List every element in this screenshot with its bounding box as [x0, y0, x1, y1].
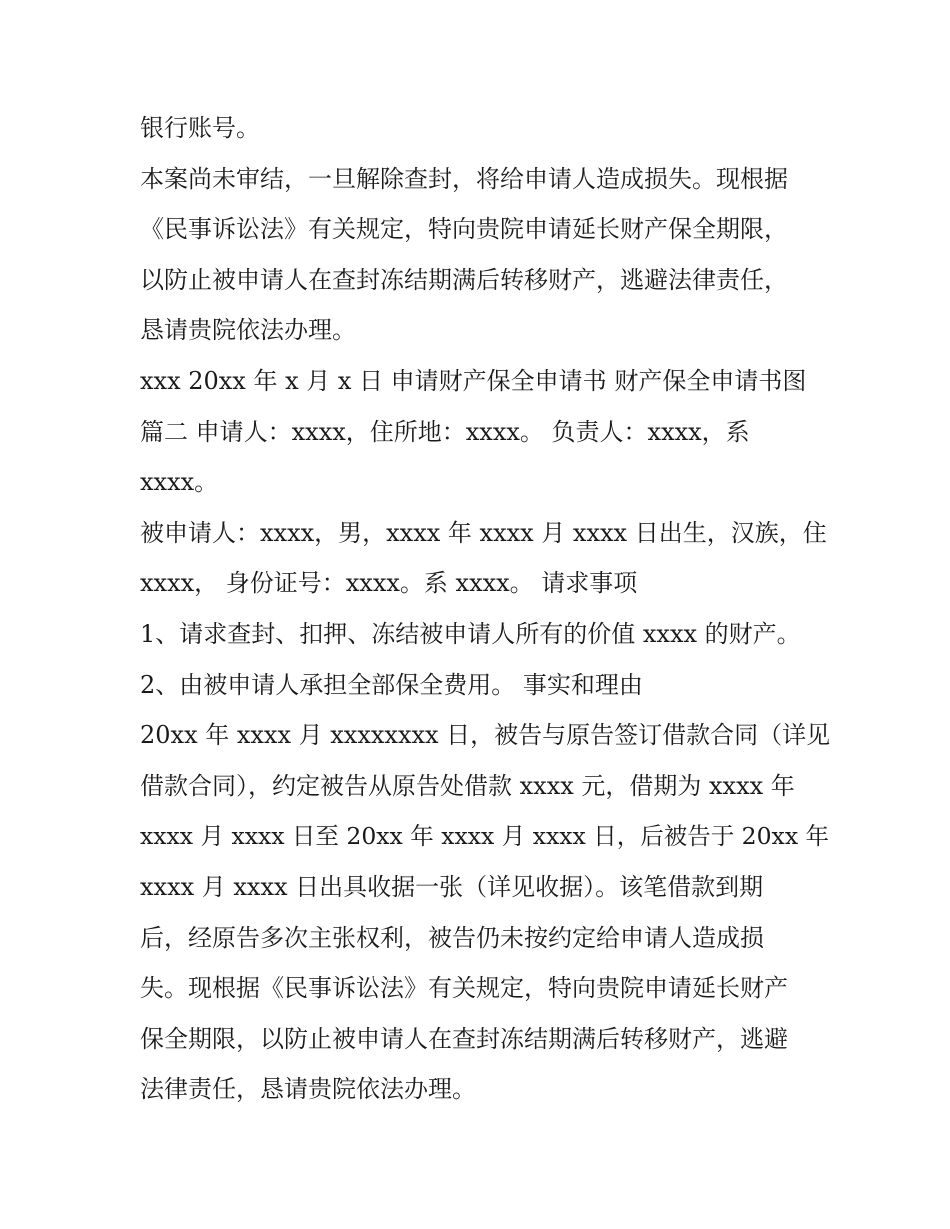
text-line: 恳请贵院依法办理。 [140, 316, 356, 345]
text-line: 1、请求查封、扣押、冻结被申请人所有的价值 xxxx 的财产。 [140, 619, 801, 648]
text-line: xxxx。 [140, 468, 219, 497]
text-line: 借款合同），约定被告从原告处借款 xxxx 元，借期为 xxxx 年 [140, 771, 795, 800]
text-line: xxxx 月 xxxx 日至 20xx 年 xxxx 月 xxxx 日，后被告于 20xx 年 [140, 822, 830, 851]
text-line: 银行账号。 [140, 114, 260, 142]
text-line: 被申请人：xxxx，男，xxxx 年 xxxx 月 xxxx 日出生，汉族，住 [140, 518, 827, 547]
text-line: 后，经原告多次主张权利，被告仍未按约定给申请人造成损 [140, 923, 764, 952]
text-line: xxxx 月 xxxx 日出具收据一张（详见收据）。该笔借款到期 [140, 872, 764, 901]
text-line: 失。现根据《民事诉讼法》有关规定，特向贵院申请延长财产 [140, 974, 788, 1003]
text-line: 本案尚未审结，一旦解除查封，将给申请人造成损失。现根据 [140, 164, 788, 193]
text-line: 法律责任，恳请贵院依法办理。 [140, 1075, 476, 1104]
text-line: xxxx， 身份证号：xxxx。系 xxxx。 请求事项 [140, 569, 638, 598]
text-line: 以防止被申请人在查封冻结期满后转移财产，逃避法律责任， [140, 265, 788, 294]
text-line: xxx 20xx 年 x 月 x 日 申请财产保全申请书 财产保全申请书图 [140, 366, 807, 395]
text-line: 保全期限，以防止被申请人在查封冻结期满后转移财产，逃避 [140, 1024, 788, 1053]
text-line: 20xx 年 xxxx 月 xxxxxxxx 日，被告与原告签订借款合同（详见 [140, 721, 831, 750]
document-body [140, 103, 830, 1115]
text-line: 《民事诉讼法》有关规定，特向贵院申请延长财产保全期限， [140, 215, 788, 244]
text-line: 2、由被申请人承担全部保全费用。 事实和理由 [140, 670, 643, 699]
text-line: 篇二 申请人：xxxx，住所地：xxxx。 负责人：xxxx，系 [140, 417, 750, 446]
